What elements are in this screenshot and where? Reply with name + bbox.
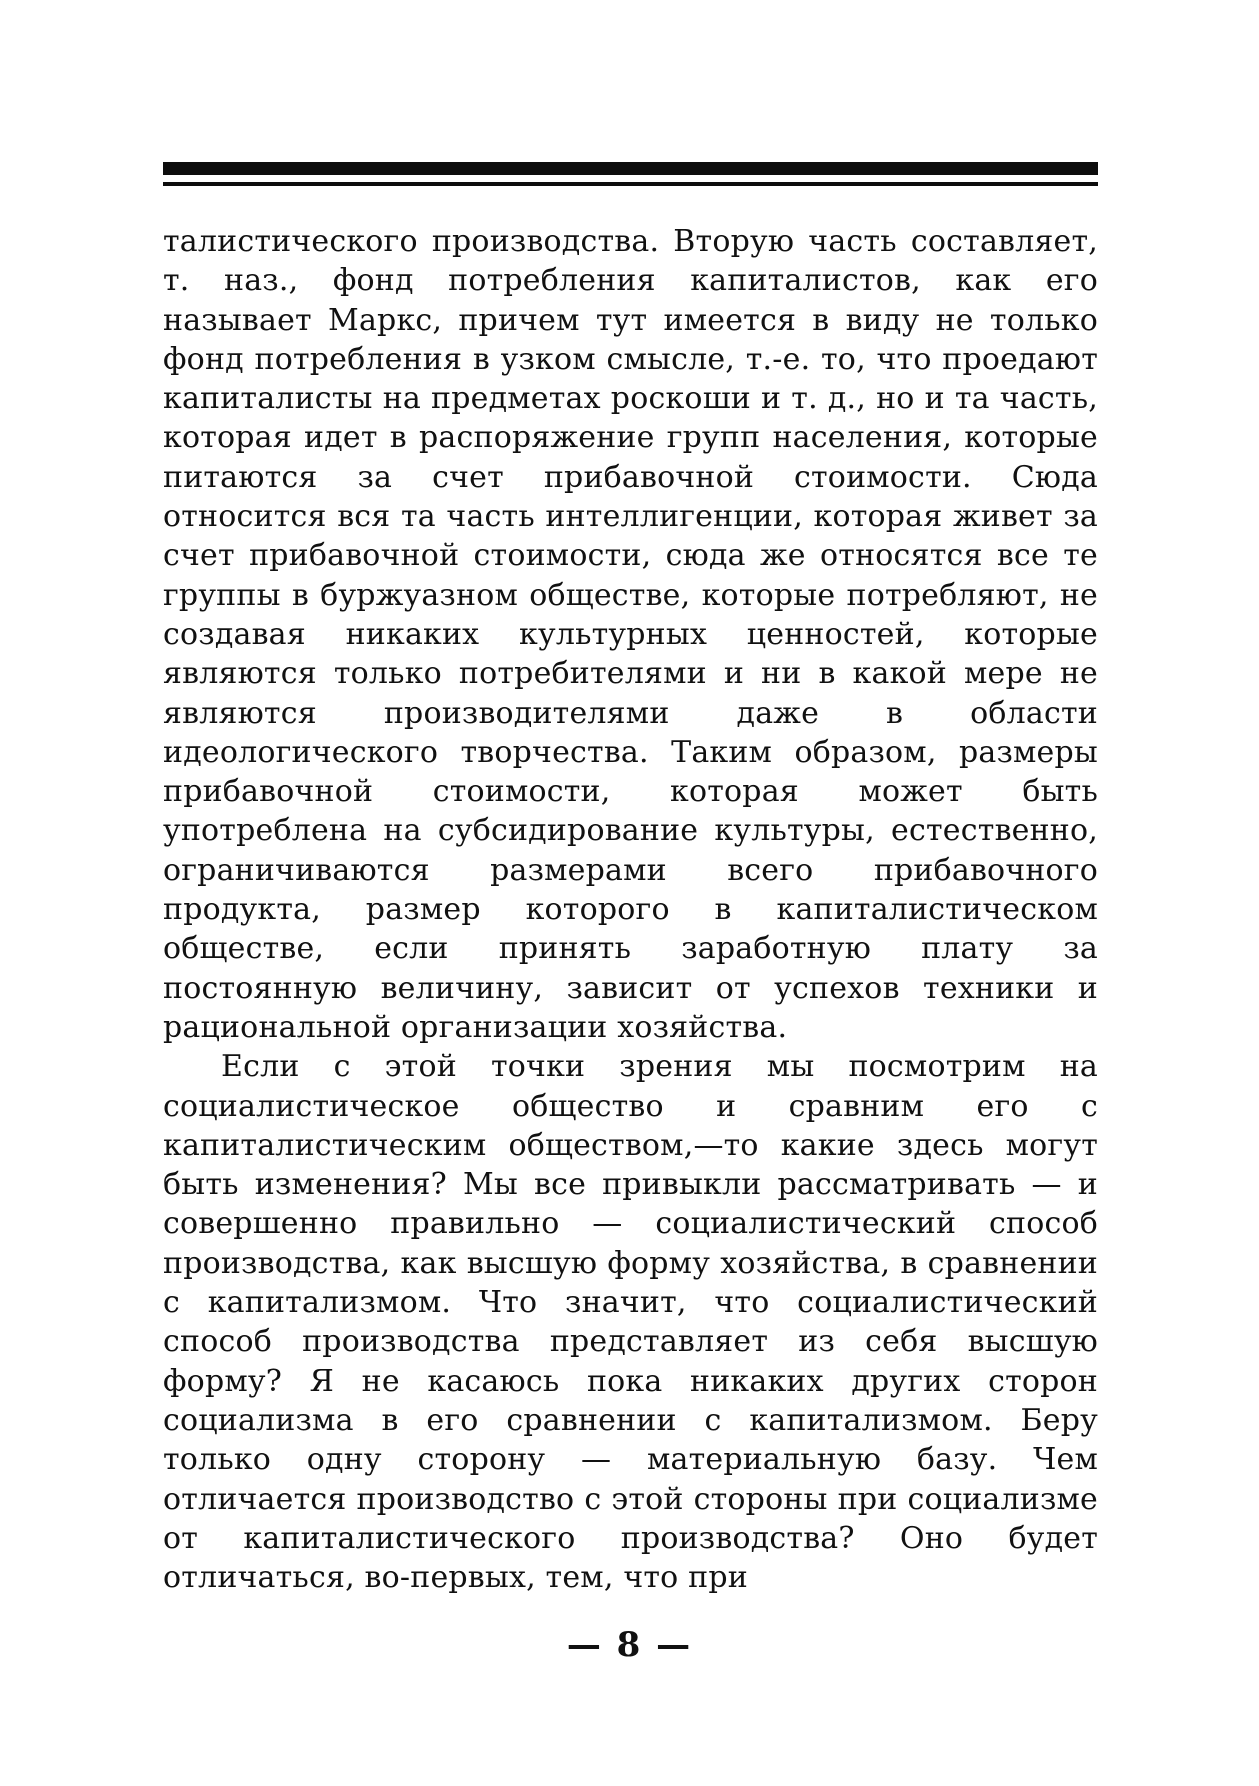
paragraph-continued: талистического производства. Вторую часть составляет, т. наз., фонд потребления капиталистов, как его называет Маркс, причем тут имеется в виду не только фонд потребления в узком смысле, т.-е. то, что проедают капиталисты на предметах роскоши и т. д., но и та часть, которая идет в распоряжение групп населения, которые питаются за счет прибавочной стоимости. Сюда относится вся та часть интеллигенции, которая живет за счет прибавочной стоимости, сюда же относятся все те группы в буржуазном обществе, которые потребляют, не создавая никаких культурных ценностей, которые являются только потребителями и ни в какой мере не являются производителями даже в области идеологического творчества. Таким образом, размеры прибавочной стоимости, которая может быть употреблена на субсидирование культуры, естественно, ограничиваются размерами всего прибавочного продукта, размер которого в капиталистическом обществе, если принять заработную плату за постоянную величину, зависит от успехов техники и рациональной организации хозяйства. bbox=[163, 224, 1098, 1045]
paragraph-socialist-society: Если с этой точки зрения мы посмотрим на социалистическое общество и сравним его с капиталистическим обществом,—то какие здесь могут быть изменения? Мы все привыкли рассматривать — и совершенно правильно — социалистический способ производства, как высшую форму хозяйства, в сравнении с капитализмом. Что значит, что социалистический способ производства представляет из себя высшую форму? Я не касаюсь пока никаких других сторон социализма в его сравнении с капитализмом. Беру только одну сторону — материальную базу. Чем отличается производство с этой стороны при социализме от капиталистического производства? Оно будет отличаться, во-первых, тем, что при bbox=[163, 1049, 1098, 1596]
header-rule-thin bbox=[163, 182, 1098, 186]
page-number: — 8 — bbox=[566, 1625, 693, 1665]
body-text bbox=[163, 222, 1098, 1597]
header-rule-thick bbox=[163, 162, 1098, 175]
